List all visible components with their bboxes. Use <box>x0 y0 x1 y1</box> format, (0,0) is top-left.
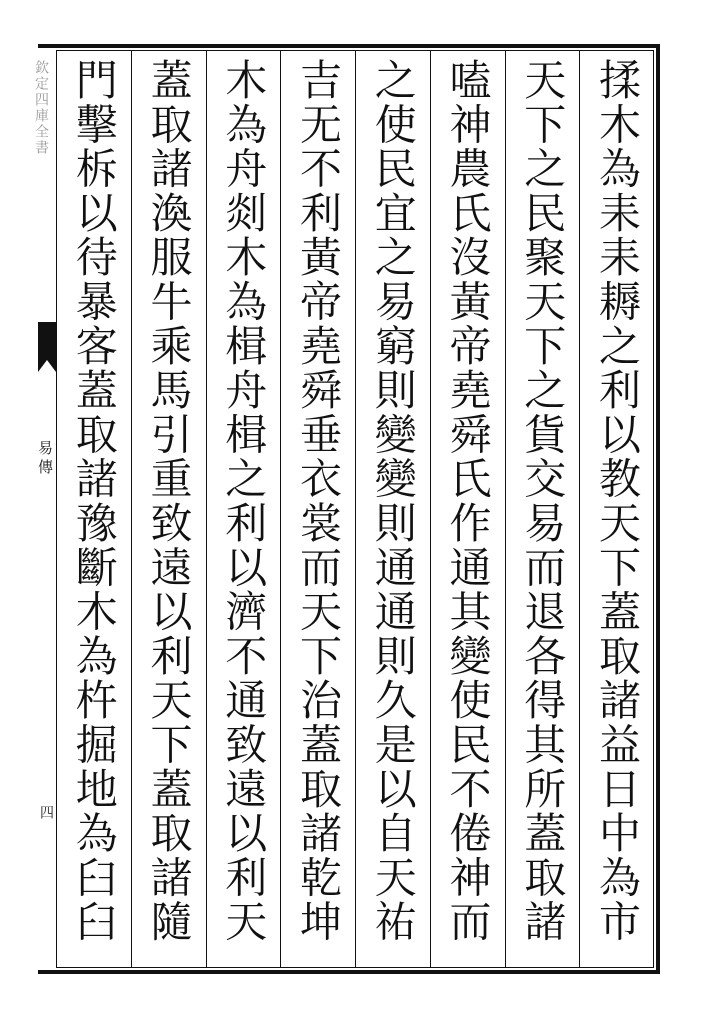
margin-header-text: 欽定四庫全書 <box>33 60 49 156</box>
text-column: 嗑神農氏沒黃帝堯舜氏作通其變使民不倦神而 <box>430 50 505 968</box>
text-columns <box>56 50 654 968</box>
text-column: 揉木為耒耒耨之利以教天下蓋取諸益日中為市 <box>579 50 654 968</box>
text-column: 蓋取諸渙服牛乘馬引重致遠以利天下蓋取諸隨 <box>131 50 206 968</box>
text-column: 吉无不利黃帝堯舜垂衣裳而天下治蓋取諸乾坤 <box>280 50 355 968</box>
margin-strip <box>33 44 56 974</box>
text-column: 木為舟剡木為楫舟楫之利以濟不通致遠以利天 <box>206 50 281 968</box>
text-column: 天下之民聚天下之貨交易而退各得其所蓋取諸 <box>505 50 580 968</box>
margin-page-number: 四 <box>38 805 54 819</box>
text-column: 門擊柝以待暴客蓋取諸豫斷木為杵掘地為臼臼 <box>69 58 119 944</box>
text-column: 之使民宜之易窮則變變則通通則久是以自天祐 <box>355 50 430 968</box>
fish-tail-ornament-icon <box>38 312 56 372</box>
margin-book-title: 易傳 <box>36 440 54 478</box>
